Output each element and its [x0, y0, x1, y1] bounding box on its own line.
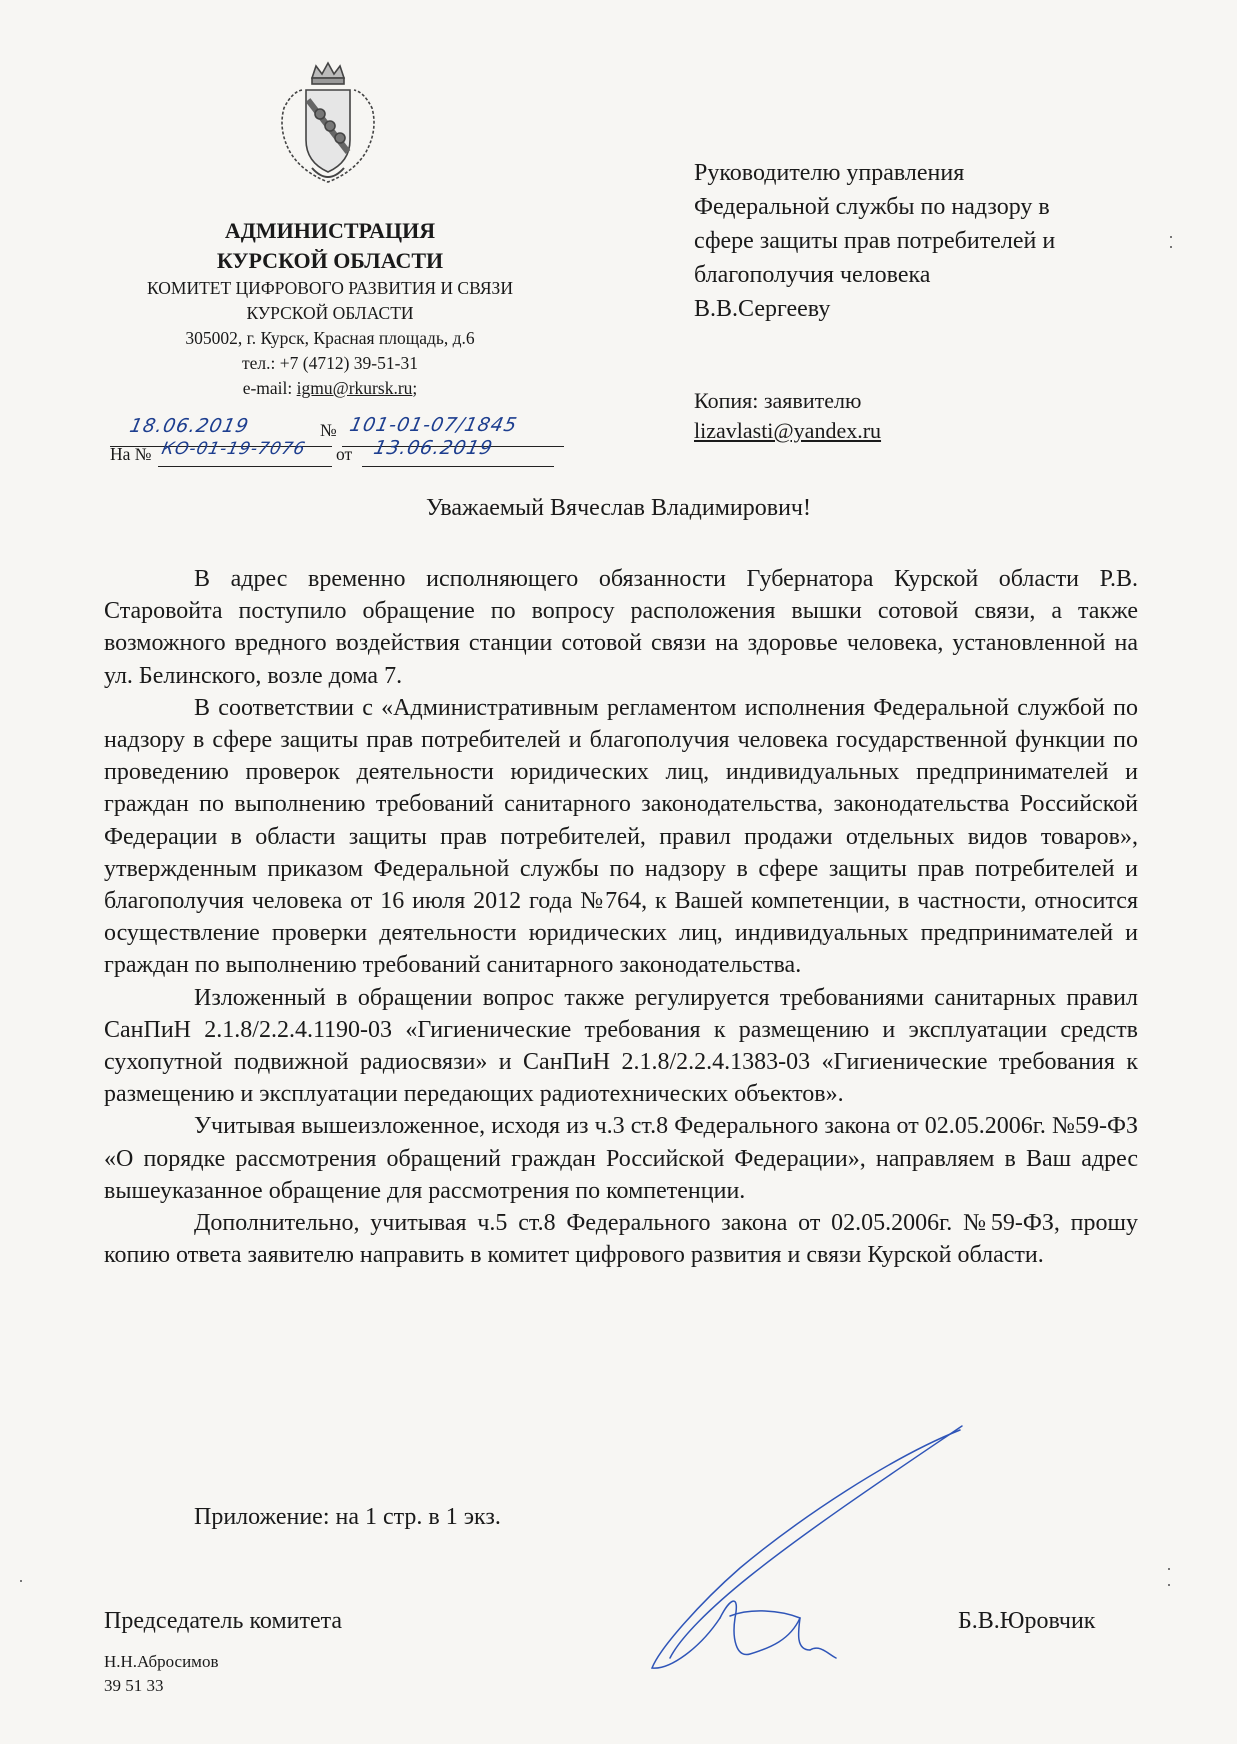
reference-number	[159, 438, 308, 459]
reference-date-label: от	[336, 444, 353, 464]
signatory-title: Председатель комитета	[104, 1608, 343, 1634]
reference-date-value: 13.06.2019	[371, 437, 496, 459]
addressee-line1: Руководителю управления	[694, 160, 965, 186]
body-paragraph-2: В соответствии с «Административным регламентом исполнения Федеральной службой по надзору в сфере защиты прав потребителей и благополучия человека государственной функции по проведению проверок деятельности юридических лиц, индивидуальных предпринимателей и граждан по выполнению требований санитарного законодательства, законодательства Российской Федерации в области защиты прав потребителей, правил продажи отдельных видов товаров», утвержденным приказом Федеральной службы по надзору в сфере защиты прав потребителей и благополучия человека от 16 июля 2012 года №764, к Вашей компетенции, в частности, относится осуществление проверки деятельности юридических лиц, индивидуальных предпринимателей и граждан по выполнению требований санитарного законодательства.	[104, 694, 1138, 979]
ref-date-underline	[362, 466, 554, 467]
copy-block	[694, 386, 881, 446]
addressee-line4: благополучия человека	[694, 262, 931, 288]
scan-speck	[1170, 236, 1172, 238]
addressee-line3: сфере защиты прав потребителей и	[694, 228, 1056, 254]
outgoing-date-value: 18.06.2019	[127, 415, 252, 437]
body-paragraph-4: Учитывая вышеизложенное, исходя из ч.3 ст.8 Федерального закона от 02.05.2006г. №59-ФЗ «О порядке рассмотрения обращений граждан Российской Федерации», направляем в Ваш адрес вышеуказанное обращение для рассмотрения по компетенции.	[104, 1113, 1138, 1204]
body-paragraph-3: Изложенный в обращении вопрос также регулируется требованиями санитарных правил СанПиН 2.1.8/2.2.4.1190-03 «Гигиенические требования к размещению и эксплуатации средств сухопутной подвижной радиосвязи» и СанПиН 2.1.8/2.2.4.1383-03 «Гигиенические требования к размещению и эксплуатации передающих радиотехнических объектов».	[104, 984, 1138, 1108]
letter-body	[104, 563, 1138, 1271]
signatory-name: Б.В.Юровчик	[958, 1608, 1096, 1634]
attachment-note: Приложение: на 1 стр. в 1 экз.	[194, 1504, 501, 1530]
greeting: Уважаемый Вячеслав Владимирович!	[426, 495, 811, 521]
performer-block	[104, 1650, 218, 1698]
scan-speck	[20, 1580, 22, 1582]
scan-speck	[1170, 246, 1172, 248]
ref-number-underline	[158, 466, 332, 467]
sender-email-line	[90, 376, 570, 401]
copy-label: Копия: заявителю	[694, 388, 862, 413]
performer-phone: 39 51 33	[104, 1676, 164, 1695]
body-paragraph-5: Дополнительно, учитывая ч.5 ст.8 Федерального закона от 02.05.2006г. №59-ФЗ, прошу копию ответа заявителю направить в комитет цифрового развития и связи Курской области.	[104, 1210, 1138, 1269]
sender-address: 305002, г. Курск, Красная площадь, д.6	[185, 328, 475, 348]
body-paragraph-1: В адрес временно исполняющего обязанности Губернатора Курской области Р.В. Старовойта поступило обращение по вопросу расположения вышки сотовой связи, а также возможного вредного воздействия станции сотовой связи на здоровье человека, установленной на ул. Белинского, возле дома 7.	[104, 566, 1138, 689]
committee-name-line1: КОМИТЕТ ЦИФРОВОГО РАЗВИТИЯ И СВЯЗИ	[147, 278, 513, 298]
copy-email-link[interactable]: lizavlasti@yandex.ru	[694, 418, 882, 443]
committee-name-line2: КУРСКОЙ ОБЛАСТИ	[246, 303, 414, 323]
addressee-block	[694, 156, 1055, 326]
coat-of-arms-icon	[272, 60, 384, 188]
outgoing-date	[127, 415, 252, 437]
sender-email-link[interactable]: igmu@rkursk.ru	[296, 378, 413, 398]
handwritten-signature-icon	[640, 1418, 970, 1680]
outgoing-number-label: №	[320, 420, 337, 440]
reference-number-value: КО-01-19-7076	[159, 439, 308, 459]
addressee-line2: Федеральной службы по надзору в	[694, 194, 1050, 220]
email-label: e-mail:	[242, 378, 293, 398]
scan-speck	[1168, 1584, 1170, 1586]
performer-name: Н.Н.Абросимов	[104, 1652, 219, 1671]
reference-date	[371, 437, 496, 459]
sender-phone: тел.: +7 (4712) 39-51-31	[242, 353, 418, 373]
outgoing-number	[347, 414, 520, 436]
reference-number-label: На №	[110, 444, 152, 464]
scan-speck	[1168, 1568, 1170, 1570]
sender-header	[90, 216, 570, 401]
addressee-name: В.В.Сергееву	[694, 296, 831, 322]
org-name-line2: КУРСКОЙ ОБЛАСТИ	[216, 248, 444, 273]
org-name-line1: АДМИНИСТРАЦИЯ	[224, 218, 436, 243]
email-suffix: ;	[412, 378, 418, 398]
outgoing-number-value: 101-01-07/1845	[347, 414, 520, 436]
